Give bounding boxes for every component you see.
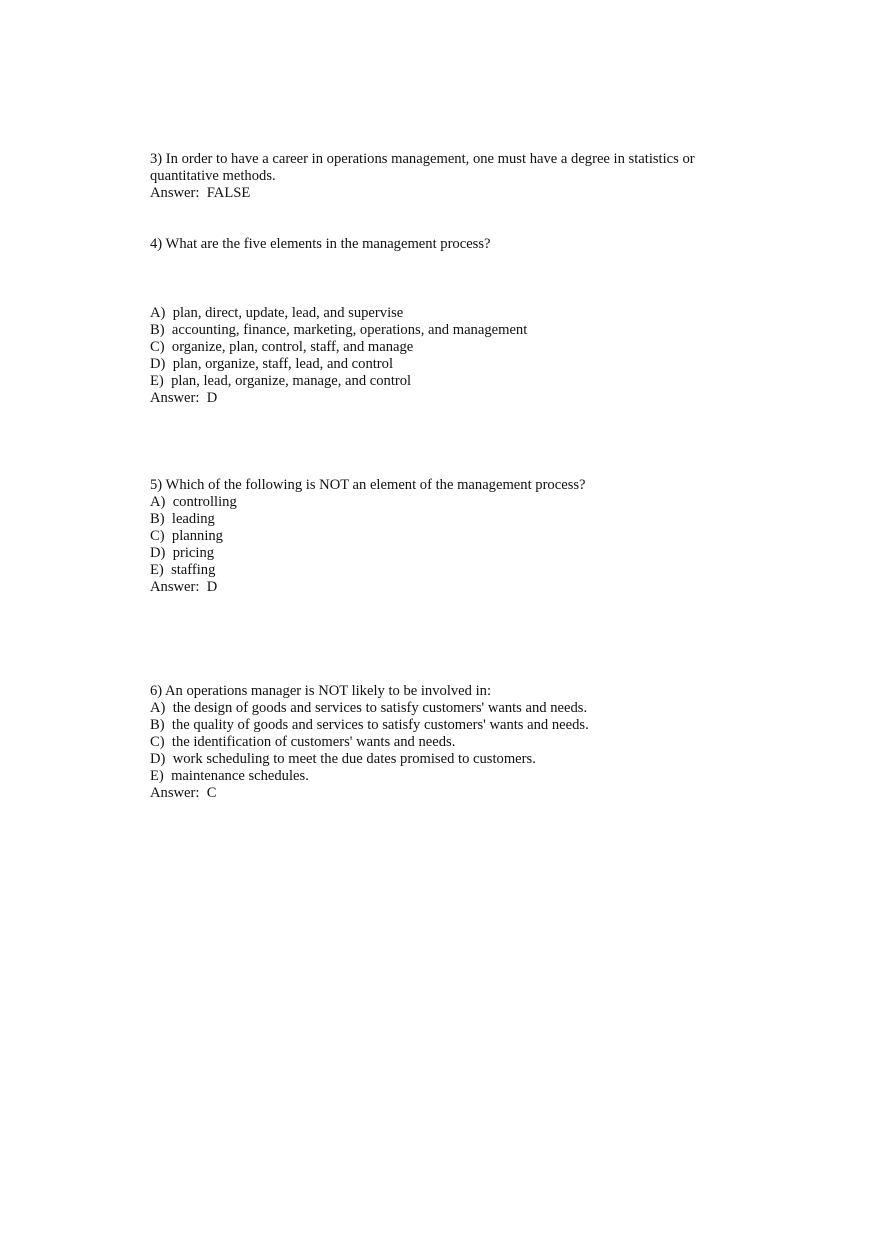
option-b: B) leading: [150, 511, 215, 527]
option-e: E) maintenance schedules.: [150, 768, 309, 784]
question-6: [150, 683, 750, 802]
question-5-stem: 5) Which of the following is NOT an element of the management process?: [150, 477, 586, 493]
question-4: [150, 236, 750, 253]
option-d: D) plan, organize, staff, lead, and control: [150, 356, 394, 372]
question-4-stem: 4) What are the five elements in the management process?: [150, 236, 491, 252]
option-a: A) plan, direct, update, lead, and supervise: [150, 305, 404, 321]
option-c: C) organize, plan, control, staff, and manage: [150, 339, 414, 355]
option-e: E) staffing: [150, 562, 216, 578]
question-5: [150, 477, 750, 596]
question-4-answer: Answer: D: [150, 390, 218, 406]
question-6-answer: Answer: C: [150, 785, 217, 801]
question-3-stem: 3) In order to have a career in operations management, one must have a degree in statistics or quantitative methods.: [150, 151, 695, 184]
question-3-answer: Answer: FALSE: [150, 185, 251, 201]
option-a: A) the design of goods and services to satisfy customers' wants and needs.: [150, 700, 588, 716]
option-b: B) the quality of goods and services to satisfy customers' wants and needs.: [150, 717, 589, 733]
option-a: A) controlling: [150, 494, 237, 510]
question-5-answer: Answer: D: [150, 579, 218, 595]
question-4-options: [150, 305, 750, 407]
option-d: D) work scheduling to meet the due dates promised to customers.: [150, 751, 536, 767]
option-e: E) plan, lead, organize, manage, and control: [150, 373, 412, 389]
option-c: C) the identification of customers' wants and needs.: [150, 734, 456, 750]
option-d: D) pricing: [150, 545, 215, 561]
question-6-stem: 6) An operations manager is NOT likely to be involved in:: [150, 683, 492, 699]
option-c: C) planning: [150, 528, 223, 544]
option-b: B) accounting, finance, marketing, operations, and management: [150, 322, 528, 338]
question-3: [150, 151, 750, 202]
